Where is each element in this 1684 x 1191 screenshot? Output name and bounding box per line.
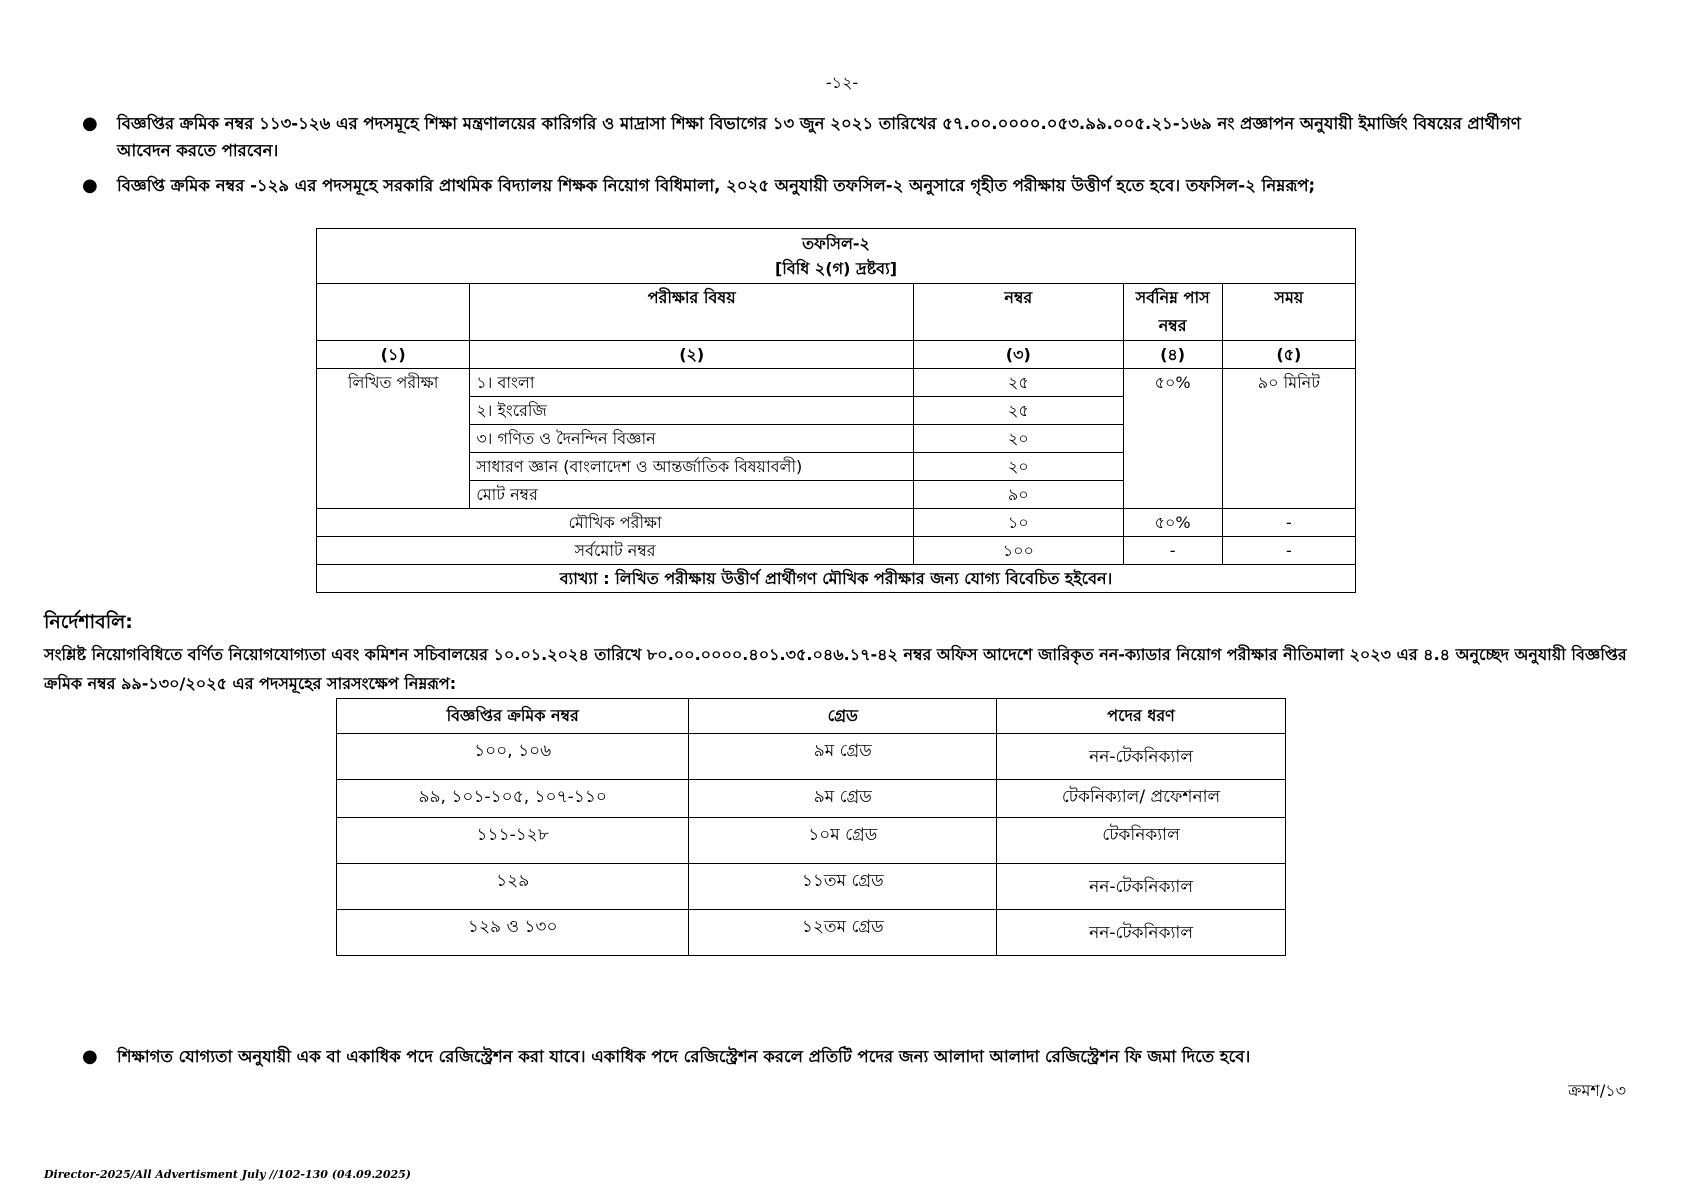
header-cell: নম্বর (914, 284, 1123, 341)
table-row (337, 864, 1286, 910)
bullet-text: শিক্ষাগত যোগ্যতা অনুযায়ী এক বা একাধিক পদে রেজিস্ট্রেশন করা যাবে। একাধিক পদে রেজিস্ট্রেশন করলে প্রতিটি পদের জন্য আলাদা আলাদা রেজিস্ট্রেশন ফি জমা দিতে হবে। (117, 1047, 1251, 1066)
bullet-item (82, 172, 1562, 199)
table-row (317, 537, 1356, 565)
pass-marks-cell: ৫০% (1123, 369, 1222, 509)
table-row (337, 734, 1286, 780)
marks-cell: ২৫ (914, 397, 1123, 425)
subject-cell: ৩। গণিত ও দৈনন্দিন বিজ্ঞান (470, 425, 914, 453)
table-row (317, 369, 1356, 397)
summary-cell: নন-টেকনিক্যাল (997, 864, 1286, 910)
summary-header: বিজ্ঞপ্তির ক্রমিক নম্বর (337, 699, 689, 734)
bullet-dot-icon: ● (82, 175, 98, 196)
col-number: (২) (470, 341, 914, 369)
schedule-table (316, 228, 1356, 593)
header-cell: সময় (1222, 284, 1355, 341)
marks-cell: ২০ (914, 453, 1123, 481)
table-row (337, 780, 1286, 818)
summary-table (336, 698, 1286, 956)
col-number: (৩) (914, 341, 1123, 369)
bullet-text: বিজ্ঞপ্তির ক্রমিক নম্বর ১১৩-১২৬ এর পদসমূহে শিক্ষা মন্ত্রণালয়ের কারিগরি ও মাদ্রাসা শিক্ষা বিভাগের ১৩ জুন ২০২১ তারিখের ৫৭.০০.০০০০.০৫৩.৯৯.০০৫.২১-১৬৯ নং প্রজ্ঞাপন অনুযায়ী ইমার্জিং বিষয়ের প্রার্থীগণ আবেদন করতে পারবেন। (117, 114, 1521, 160)
header-cell: পরীক্ষার বিষয় (470, 284, 914, 341)
viva-label: মৌখিক পরীক্ষা (317, 509, 914, 537)
bullet-dot-icon: ● (82, 1046, 98, 1067)
subject-cell: সাধারণ জ্ঞান (বাংলাদেশ ও আন্তর্জাতিক বিষয়াবলী) (470, 453, 914, 481)
col-number: (৪) (1123, 341, 1222, 369)
col-number: (১) (317, 341, 470, 369)
schedule-title-cell (317, 229, 1356, 284)
bullet-item (82, 110, 1562, 164)
subject-cell: ২। ইংরেজি (470, 397, 914, 425)
summary-cell: ১১১-১২৮ (337, 818, 689, 864)
marks-cell: ১০ (914, 509, 1123, 537)
subject-cell: ১। বাংলা (470, 369, 914, 397)
table-row (337, 818, 1286, 864)
summary-cell: ১২৯ ও ১৩০ (337, 910, 689, 956)
time-cell: ৯০ মিনিট (1222, 369, 1355, 509)
marks-cell: ২৫ (914, 369, 1123, 397)
summary-cell: ১০ম গ্রেড (689, 818, 997, 864)
schedule-note: ব্যাখ্যা : লিখিত পরীক্ষায় উত্তীর্ণ প্রার্থীগণ মৌখিক পরীক্ষার জন্য যোগ্য বিবেচিত হইবেন। (317, 565, 1356, 593)
written-exam-label: লিখিত পরীক্ষা (317, 369, 470, 509)
col-number: (৫) (1222, 341, 1355, 369)
marks-cell: ৯০ (914, 481, 1123, 509)
header-cell (317, 284, 470, 341)
summary-header: পদের ধরণ (997, 699, 1286, 734)
footer-reference: Director-2025/All Advertisment July //102-130 (04.09.2025) (44, 1168, 412, 1181)
summary-cell: ১১তম গ্রেড (689, 864, 997, 910)
summary-cell: ১০০, ১০৬ (337, 734, 689, 780)
instructions-heading: নির্দেশাবলি: (44, 611, 133, 633)
marks-cell: ২০ (914, 425, 1123, 453)
summary-cell: টেকনিক্যাল (997, 818, 1286, 864)
summary-cell: নন-টেকনিক্যাল (997, 910, 1286, 956)
summary-cell: ৯৯, ১০১-১০৫, ১০৭-১১০ (337, 780, 689, 818)
summary-cell: ৯ম গ্রেড (689, 780, 997, 818)
page-number: -১২- (825, 73, 859, 92)
summary-cell: ৯ম গ্রেড (689, 734, 997, 780)
table-row (337, 910, 1286, 956)
summary-cell: ১২তম গ্রেড (689, 910, 997, 956)
pass-marks-cell: ৫০% (1123, 509, 1222, 537)
time-cell: - (1222, 537, 1355, 565)
summary-header: গ্রেড (689, 699, 997, 734)
table-row (317, 509, 1356, 537)
bullet-item (82, 1043, 1562, 1070)
bullet-text: বিজ্ঞপ্তি ক্রমিক নম্বর -১২৯ এর পদসমূহে সরকারি প্রাথমিক বিদ্যালয় শিক্ষক নিয়োগ বিধিমালা, ২০২৫ অনুযায়ী তফসিল-২ অনুসারে গৃহীত পরীক্ষায় উত্তীর্ণ হতে হবে। তফসিল-২ নিম্নরূপ; (117, 176, 1316, 195)
summary-cell: টেকনিক্যাল/ প্রফেশনাল (997, 780, 1286, 818)
time-cell: - (1222, 509, 1355, 537)
summary-cell: ১২৯ (337, 864, 689, 910)
header-cell: সর্বনিম্ন পাস নম্বর (1123, 284, 1222, 341)
marks-cell: ১০০ (914, 537, 1123, 565)
continued-note: ক্রমশ/১৩ (1568, 1081, 1626, 1100)
subject-cell: মোট নম্বর (470, 481, 914, 509)
pass-marks-cell: - (1123, 537, 1222, 565)
summary-cell: নন-টেকনিক্যাল (997, 734, 1286, 780)
schedule-title: তফসিল-২ (802, 234, 870, 253)
instructions-text: সংশ্লিষ্ট নিয়োগবিধিতে বর্ণিত নিয়োগযোগ্যতা এবং কমিশন সচিবালয়ের ১০.০১.২০২৪ তারিখে ৮০.০০.০০০০.৪০১.৩৫.০৪৬.১৭-৪২ নম্বর অফিস আদেশে জারিকৃত নন-ক্যাডার নিয়োগ পরীক্ষার নীতিমালা ২০২৩ এর ৪.৪ অনুচ্ছেদ অনুযায়ী বিজ্ঞপ্তির ক্রমিক নম্বর ৯৯-১৩০/২০২৫ এর পদসমূহের সারসংক্ষেপ নিম্নরূপ: (44, 645, 1627, 693)
bullet-dot-icon: ● (82, 113, 98, 134)
schedule-subtitle: [বিধি ২(গ) দ্রষ্টব্য] (774, 259, 898, 278)
grand-total-label: সর্বমোট নম্বর (317, 537, 914, 565)
